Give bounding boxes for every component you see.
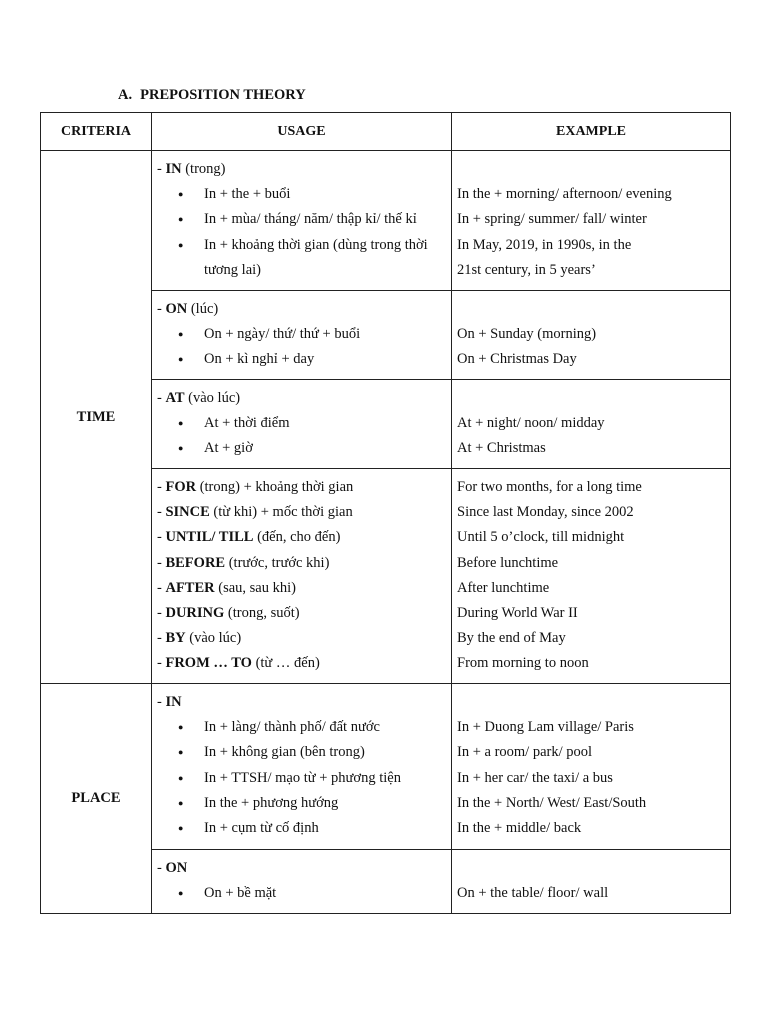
list-item: ● On + bề mặt xyxy=(178,881,447,906)
table-row xyxy=(41,151,731,291)
example-line: From morning to noon xyxy=(457,655,589,672)
list-item: ● In + TTSH/ mạo từ + phương tiện xyxy=(178,766,447,791)
list-item: ● In + làng/ thành phố/ đất nước xyxy=(178,715,447,740)
example-line: On + the table/ floor/ wall xyxy=(457,885,609,902)
example-line: For two months, for a long time xyxy=(457,479,642,495)
example-cell xyxy=(452,850,731,914)
example-line: In + Duong Lam village/ Paris xyxy=(457,719,634,736)
usage-line: - DURING (trong, suốt) xyxy=(157,605,300,622)
usage-line: - BY (vào lúc) xyxy=(157,630,242,647)
usage-line: - FROM … TO (từ … đến) xyxy=(157,655,320,672)
usage-heading: - ON xyxy=(157,860,188,876)
header-example: EXAMPLE xyxy=(452,113,731,151)
example-line: During World War II xyxy=(457,605,578,622)
example-line: By the end of May xyxy=(457,630,566,647)
usage-cell xyxy=(152,684,452,850)
list-item: ● In + khoảng thời gian (dùng trong thời xyxy=(178,233,447,258)
example-line: After lunchtime xyxy=(457,579,550,596)
example-line: At + night/ noon/ midday xyxy=(457,415,605,432)
list-item: ● In + không gian (bên trong) xyxy=(178,740,447,765)
list-item: ● At + thời điểm xyxy=(178,411,447,436)
example-line: In + spring/ summer/ fall/ winter xyxy=(457,211,647,228)
section-title: PREPOSITION THEORY xyxy=(140,87,306,103)
list-item: ● In + the + buổi xyxy=(178,182,447,207)
list-item-continuation: tương lai) xyxy=(204,261,262,278)
table-row xyxy=(41,684,731,850)
example-line: In + a room/ park/ pool xyxy=(457,744,593,761)
example-line: In May, 2019, in 1990s, in the xyxy=(457,236,632,253)
criteria-time: TIME xyxy=(41,151,152,684)
usage-cell xyxy=(152,380,452,469)
usage-heading: - IN xyxy=(157,694,182,710)
usage-cell xyxy=(152,151,452,291)
example-cell xyxy=(452,380,731,469)
list-item: ● At + giờ xyxy=(178,436,447,461)
example-line: In + her car/ the taxi/ a bus xyxy=(457,769,613,786)
table-header-row xyxy=(41,113,731,151)
usage-line: - FOR (trong) + khoảng thời gian xyxy=(157,479,354,495)
example-cell xyxy=(452,291,731,380)
preposition-table xyxy=(40,112,731,914)
example-line: Until 5 o’clock, till midnight xyxy=(457,529,625,546)
example-line: In the + North/ West/ East/South xyxy=(457,794,647,811)
usage-heading: - IN (trong) xyxy=(157,161,226,177)
example-cell xyxy=(452,151,731,291)
header-usage: USAGE xyxy=(152,113,452,151)
usage-line: - UNTIL/ TILL (đến, cho đến) xyxy=(157,529,341,546)
usage-line: - AFTER (sau, sau khi) xyxy=(157,579,296,596)
list-item: ● In + mùa/ tháng/ năm/ thập kỉ/ thế kỉ xyxy=(178,207,447,232)
example-line: Since last Monday, since 2002 xyxy=(457,504,634,521)
usage-heading: - ON (lúc) xyxy=(157,301,219,317)
usage-line: - SINCE (từ khi) + mốc thời gian xyxy=(157,504,353,521)
list-item: ● In the + phương hướng xyxy=(178,791,447,816)
usage-cell xyxy=(152,469,452,684)
section-heading xyxy=(118,87,306,104)
list-item: ● On + ngày/ thứ/ thứ + buổi xyxy=(178,322,447,347)
usage-cell xyxy=(152,291,452,380)
example-cell xyxy=(452,469,731,684)
list-item: ● On + kì nghỉ + day xyxy=(178,347,447,372)
example-line: 21st century, in 5 years’ xyxy=(457,261,596,278)
usage-line: - BEFORE (trước, trước khi) xyxy=(157,554,330,571)
criteria-place: PLACE xyxy=(41,684,152,914)
usage-heading: - AT (vào lúc) xyxy=(157,390,241,406)
usage-cell xyxy=(152,850,452,914)
example-line: Before lunchtime xyxy=(457,554,559,571)
example-cell xyxy=(452,684,731,850)
section-number: A. xyxy=(118,87,133,103)
example-line: At + Christmas xyxy=(457,440,546,457)
example-line: In the + middle/ back xyxy=(457,820,582,836)
example-line: On + Christmas Day xyxy=(457,351,577,368)
example-line: On + Sunday (morning) xyxy=(457,326,597,343)
list-item: ● In + cụm từ cố định xyxy=(178,816,447,841)
example-line: In the + morning/ afternoon/ evening xyxy=(457,186,672,203)
header-criteria: CRITERIA xyxy=(41,113,152,151)
